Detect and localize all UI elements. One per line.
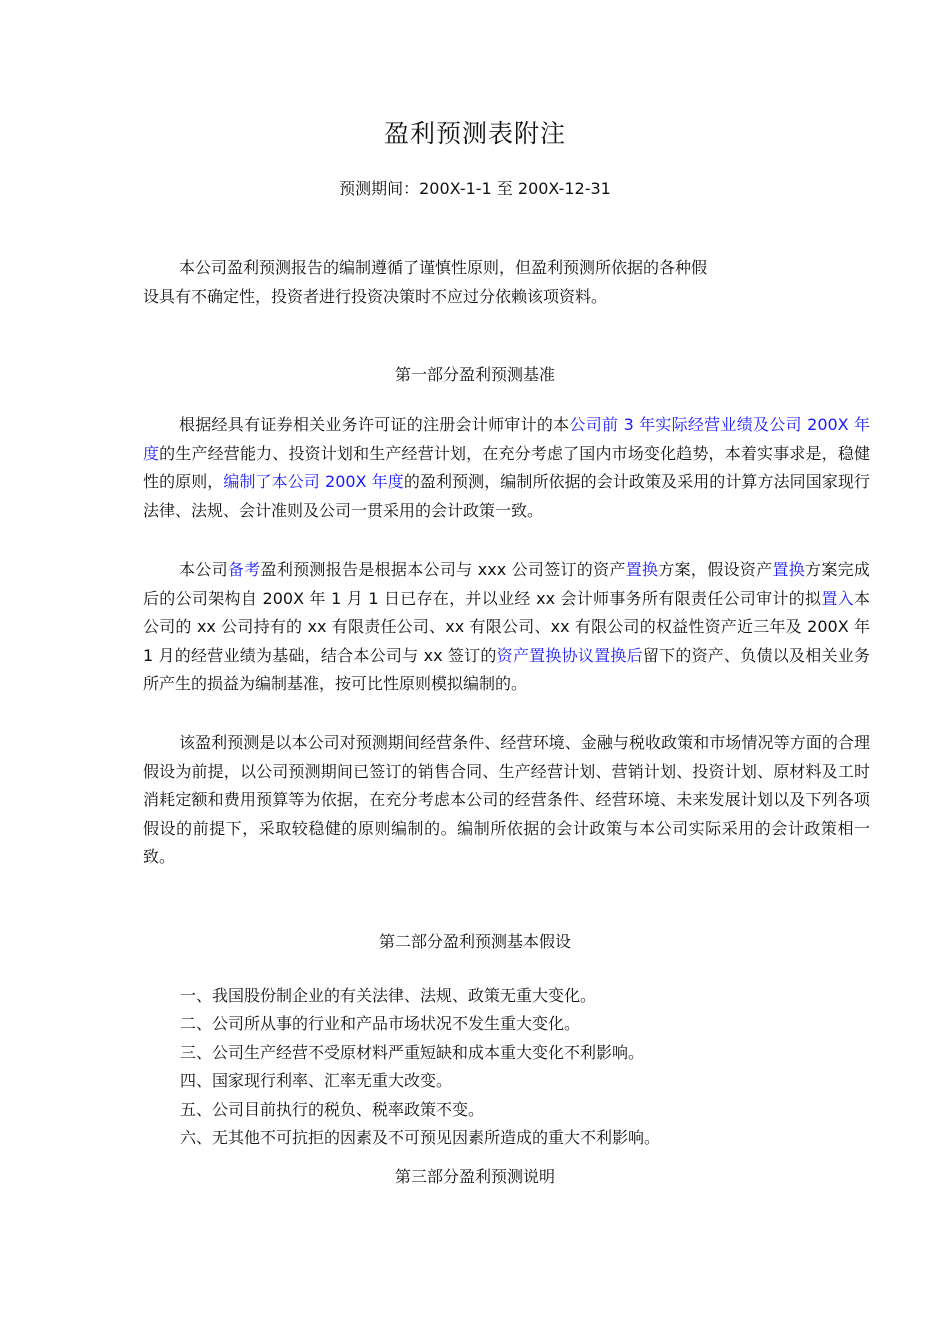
p1-link-2[interactable]: 编制了本公司 200X 年度 — [223, 472, 404, 492]
assumption-item: 一、我国股份制企业的有关法律、法规、政策无重大变化。 — [180, 986, 597, 1005]
part1-heading: 第一部分盈利预测基准 — [394, 365, 555, 384]
p1-text-1: 根据经具有证券相关业务许可证的注册会计师审计的本 — [179, 415, 570, 434]
p2-text-6: 留下的资产、负债以及相关业务所产生的损益为编制基准，按可比性原则模拟编制的。 — [143, 645, 870, 694]
p2-link-4[interactable]: 置入 — [821, 588, 854, 608]
assumption-item: 二、公司所从事的行业和产品市场状况不发生重大变化。 — [180, 1014, 581, 1034]
part1-paragraph-3: 该盈利预测是以本公司对预测期间经营条件、经营环境、金融与税收政策和市场情况等方面的合理假设为前提，以公司预测期间已签订的销售合同、生产经营计划、营销计划、投资计划、原材料及工时消耗定额和费用预算等为依据，在充分考虑本公司的经营条件、经营环境、未来发展计划以及下列各项假设的前提下，采取较稳健的原则编制的。编制所依据的会计政策与本公司实际采用的会计政策相一致。 — [143, 733, 870, 867]
p2-text-5: 本公司的 xx 公司持有的 xx 有限责任公司、xx 有限公司、xx 有限公司的权益性资产近三年及 200X 年 1 月的经营业绩为基础，结合本公司与 xx 签订的 — [143, 588, 870, 665]
p2-link-2[interactable]: 置换 — [625, 560, 659, 579]
forecast-period: 预测期间：200X-1-1 至 200X-12-31 — [339, 179, 611, 198]
p1-text-2: 的生产经营能力、投资计划和生产经营计划，在充分考虑了国内市场变化趋势，本着实事求是，稳健性的原则， — [143, 443, 870, 492]
assumption-item: 四、国家现行利率、汇率无重大改变。 — [180, 1071, 453, 1091]
p2-text-1: 本公司 — [179, 560, 228, 579]
part2-heading: 第二部分盈利预测基本假设 — [378, 932, 571, 951]
p1-link-1[interactable]: 公司前 3 年实际经营业绩及公司 200X 年度 — [143, 415, 870, 463]
intro-line-2: 设具有不确定性，投资者进行投资决策时不应过分依赖该项资料。 — [143, 287, 608, 306]
assumption-item: 六、无其他不可抗拒的因素及不可预见因素所造成的重大不利影响。 — [180, 1128, 661, 1148]
assumption-list — [180, 982, 870, 1152]
p1-text-3: 的盈利预测，编制所依据的会计政策及采用的计算方法同国家现行法律、法规、会计准则及公司一贯采用的会计政策一致。 — [143, 472, 870, 520]
assumption-item: 三、公司生产经营不受原材料严重短缺和成本重大变化不利影响。 — [180, 1042, 645, 1062]
assumption-item: 五、公司目前执行的税负、税率政策不变。 — [180, 1099, 485, 1119]
part3-heading: 第三部分盈利预测说明 — [394, 1167, 555, 1186]
p2-link-5[interactable]: 资产置换协议置换后 — [496, 645, 643, 665]
p2-link-1[interactable]: 备考 — [227, 560, 261, 579]
p2-text-2: 盈利预测报告是根据本公司与 xxx 公司签订的资产 — [260, 560, 626, 579]
part1-paragraph-2 — [143, 556, 870, 699]
part1-paragraph-1 — [143, 411, 870, 525]
p2-text-3: 方案，假设资产 — [658, 560, 773, 579]
document-title: 盈利预测表附注 — [383, 119, 566, 148]
intro-line-1: 本公司盈利预测报告的编制遵循了谨慎性原则，但盈利预测所依据的各种假 — [179, 258, 708, 277]
p2-link-3[interactable]: 置换 — [772, 560, 806, 579]
p2-text-4: 方案完成后的公司架构自 200X 年 1 月 1 日已存在，并以业经 xx 会计师事务所有限责任公司审计的拟 — [143, 560, 870, 608]
